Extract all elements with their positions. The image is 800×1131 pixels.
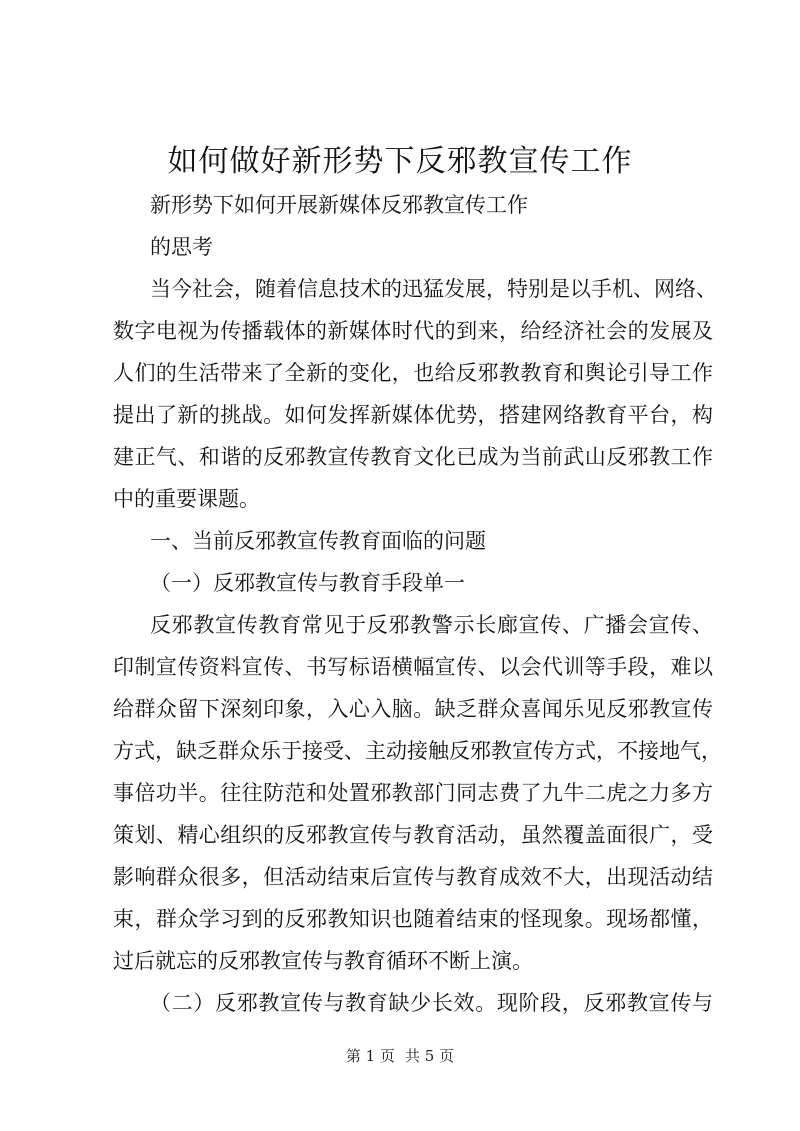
page-number: 第 1 页	[345, 1047, 395, 1065]
subsection-heading: （二）反邪教宣传与教育缺少长效。现阶段，反邪教宣传与	[150, 991, 713, 1015]
subtitle-line-2: 的思考	[150, 235, 213, 259]
body-line: 提出了新的挑战。如何发挥新媒体优势，搭建网络教育平台，构	[113, 403, 713, 427]
page-total: 共 5 页	[405, 1047, 455, 1065]
section-heading: 一、当前反邪教宣传教育面临的问题	[150, 529, 486, 553]
page-title: 如何做好新形势下反邪教宣传工作	[167, 144, 633, 179]
body-line: 建正气、和谐的反邪教宣传教育文化已成为当前武山反邪教工作	[113, 445, 713, 469]
body-line: 人们的生活带来了全新的变化，也给反邪教教育和舆论引导工作	[113, 361, 713, 385]
body-line: 当今社会，随着信息技术的迅猛发展，特别是以手机、网络、	[150, 277, 717, 301]
body-line: 给群众留下深刻印象，入心入脑。缺乏群众喜闻乐见反邪教宣传	[113, 697, 713, 721]
body-line: 过后就忘的反邪教宣传与教育循环不断上演。	[113, 949, 533, 973]
subsection-heading: （一）反邪教宣传与教育手段单一	[150, 571, 465, 595]
body-line: 策划、精心组织的反邪教宣传与教育活动，虽然覆盖面很广，受	[113, 823, 713, 847]
body-line: 中的重要课题。	[113, 487, 260, 511]
body-line: 事倍功半。往往防范和处置邪教部门同志费了九牛二虎之力多方	[113, 781, 713, 805]
body-line: 反邪教宣传教育常见于反邪教警示长廊宣传、广播会宣传、	[150, 613, 713, 637]
body-line: 印制宣传资料宣传、书写标语横幅宣传、以会代训等手段，难以	[113, 655, 713, 679]
subtitle-line-1: 新形势下如何开展新媒体反邪教宣传工作	[150, 193, 528, 217]
body-line: 方式，缺乏群众乐于接受、主动接触反邪教宣传方式，不接地气，	[113, 739, 722, 763]
body-line: 影响群众很多，但活动结束后宣传与教育成效不大，出现活动结	[113, 865, 713, 889]
page-footer	[0, 1046, 800, 1066]
body-line: 束，群众学习到的反邪教知识也随着结束的怪现象。现场都懂，	[113, 907, 713, 931]
body-line: 数字电视为传播载体的新媒体时代的到来，给经济社会的发展及	[113, 319, 713, 343]
